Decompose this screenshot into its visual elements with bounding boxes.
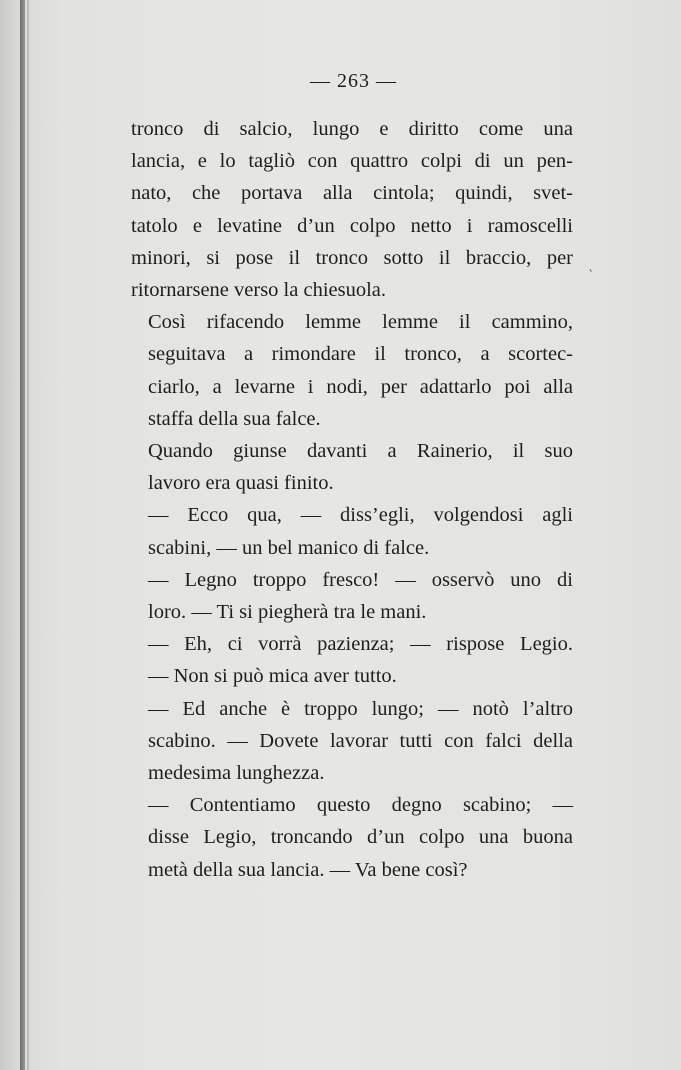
text-line: seguitava a rimondare il tronco, a scortec- bbox=[148, 343, 573, 366]
text-line: lancia, e lo tagliò con quattro colpi di un pen- bbox=[131, 150, 573, 173]
text-line: ciarlo, a levarne i nodi, per adattarlo poi alla bbox=[148, 375, 573, 398]
text-line: metà della sua lancia. — Va bene così? bbox=[148, 858, 468, 881]
text-line: ritornarsene verso la chiesuola. bbox=[131, 279, 387, 302]
text-line: — Ed anche è troppo lungo; — notò l’altro bbox=[148, 697, 573, 720]
body-text bbox=[131, 113, 573, 886]
binding-shadow bbox=[27, 0, 29, 1070]
text-line: nato, che portava alla cintola; quindi, svet- bbox=[131, 182, 573, 205]
text-line: — Eh, ci vorrà pazienza; — rispose Legio. bbox=[148, 633, 573, 656]
text-line: minori, si pose il tronco sotto il braccio, per bbox=[131, 246, 573, 269]
paragraph bbox=[131, 693, 573, 790]
paragraph bbox=[131, 499, 573, 563]
paragraph bbox=[131, 564, 573, 628]
paragraph bbox=[131, 628, 573, 692]
text-line: Quando giunse davanti a Rainerio, il suo bbox=[148, 440, 573, 463]
text-line: — Non si può mica aver tutto. bbox=[148, 665, 397, 688]
text-line: — Ecco qua, — diss’egli, volgendosi agli bbox=[148, 504, 573, 527]
paragraph bbox=[131, 306, 573, 435]
text-line: Così rifacendo lemme lemme il cammino, bbox=[148, 311, 573, 334]
text-line: tatolo e levatine d’un colpo netto i ramoscelli bbox=[131, 214, 573, 237]
text-line: tronco di salcio, lungo e diritto come una bbox=[131, 118, 573, 140]
text-line: loro. — Ti si piegherà tra le mani. bbox=[148, 601, 427, 624]
paragraph bbox=[131, 113, 573, 306]
text-line: scabini, — un bel manico di falce. bbox=[148, 536, 430, 559]
paragraph bbox=[131, 435, 573, 499]
text-line: staffa della sua falce. bbox=[148, 407, 321, 430]
binding-edge bbox=[20, 0, 25, 1070]
text-line: scabino. — Dovete lavorar tutti con falci della bbox=[148, 729, 573, 752]
paragraph bbox=[131, 789, 573, 886]
text-line: disse Legio, troncando d’un colpo una buona bbox=[148, 826, 573, 849]
text-line: lavoro era quasi finito. bbox=[148, 472, 334, 495]
text-line: — Contentiamo questo degno scabino; — bbox=[148, 794, 573, 817]
text-line: medesima lunghezza. bbox=[148, 762, 325, 785]
text-line: — Legno troppo fresco! — osservò uno di bbox=[148, 568, 573, 591]
ink-speck: ˏ bbox=[587, 257, 598, 274]
page-number: — 263 — bbox=[310, 70, 397, 92]
